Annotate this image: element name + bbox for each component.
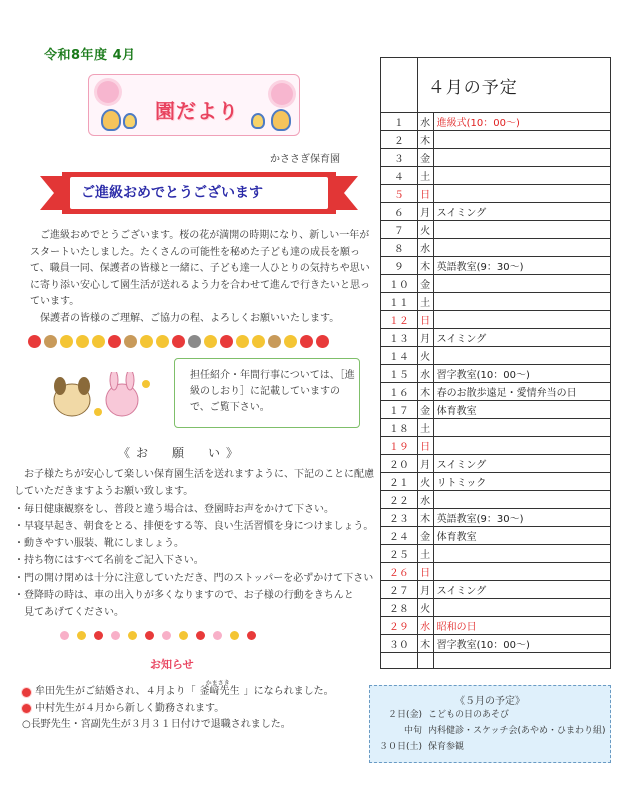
schedule-weekday: 火 <box>417 473 433 491</box>
schedule-day: ２ <box>381 131 418 149</box>
flower-icon <box>92 335 105 348</box>
schedule-day: ３ <box>381 149 418 167</box>
intro-paragraph: ご進級おめでとうございます。桜の花が満開の時期になり、新しい一年がスタートいたしました。たくさんの可能性を秘めた子ども達の成長を願って、職員一同、保護者の皆様と一緒に、子ども達一人ひとりの気持ちや思いに寄り添い安心して園生活が送れるよう力を合わせて進んで行きたいと思っています。 <box>30 230 370 307</box>
schedule-weekday: 金 <box>417 401 433 419</box>
schedule-event <box>433 167 610 185</box>
table-row <box>381 635 611 653</box>
animals-illustration <box>48 372 158 420</box>
schedule-day: １８ <box>381 419 418 437</box>
flower-icon <box>145 631 154 640</box>
schedule-day: １６ <box>381 383 418 401</box>
schedule-weekday: 土 <box>417 419 433 437</box>
note-text: 担任紹介・年間行事については、［進級のしおり］に記載していますので、ご覧下さい。 <box>190 370 355 413</box>
schedule-weekday: 土 <box>417 293 433 311</box>
table-row <box>381 527 611 545</box>
schedule-event: 進級式(10：00～) <box>433 113 610 131</box>
flower-icon <box>22 704 31 713</box>
requests-lead: お子様たちが安心して楽しい保育園生活を送れますように、下記のことに配慮していただきますようお願い致します。 <box>14 469 374 498</box>
schedule-weekday: 日 <box>417 311 433 329</box>
schedule-weekday: 日 <box>417 185 433 203</box>
schedule-event <box>433 131 610 149</box>
schedule-day: ４ <box>381 167 418 185</box>
schedule-weekday: 金 <box>417 149 433 167</box>
schedule-weekday: 土 <box>417 545 433 563</box>
table-row <box>381 473 611 491</box>
schedule-event <box>433 293 610 311</box>
table-row <box>381 221 611 239</box>
table-row <box>381 365 611 383</box>
table-row <box>381 383 611 401</box>
schedule-day: １０ <box>381 275 418 293</box>
schedule-event: 英語教室(9：30～) <box>433 257 610 275</box>
table-row <box>381 131 611 149</box>
schedule-event: スイミング <box>433 455 610 473</box>
schedule-day: ３０ <box>381 635 418 653</box>
schedule-title: ４月の予定 <box>417 58 610 113</box>
decorative-border <box>60 630 300 640</box>
child-icon <box>123 113 137 129</box>
table-row <box>381 149 611 167</box>
schedule-event <box>433 419 610 437</box>
school-name: かささぎ保育園 <box>270 154 340 165</box>
table-row <box>381 563 611 581</box>
schedule-day: ５ <box>381 185 418 203</box>
schedule-day: ２４ <box>381 527 418 545</box>
schedule-day: １３ <box>381 329 418 347</box>
table-row <box>381 203 611 221</box>
schedule-day: １９ <box>381 437 418 455</box>
flower-icon <box>284 335 297 348</box>
schedule-weekday: 月 <box>417 203 433 221</box>
may-title: 《５月の予定》 <box>455 696 525 707</box>
notice-item: ○長野先生・宮副先生が３月３１日付けで退職されました。 <box>22 719 291 730</box>
schedule-event: 英語教室(9：30～) <box>433 509 610 527</box>
section-title: 《お 願 い》 <box>118 446 245 460</box>
intro-paragraph: 保護者の皆様のご理解、ご協力の程、よろしくお願いいたします。 <box>40 312 340 324</box>
flower-icon <box>230 631 239 640</box>
flower-icon <box>140 335 153 348</box>
table-row <box>381 275 611 293</box>
schedule-day: １５ <box>381 365 418 383</box>
ribbon-label: ご進級おめでとうございます <box>81 185 263 201</box>
flower-icon <box>94 631 103 640</box>
teacher-name: かまさき 釜﨑先生 <box>200 684 240 701</box>
notices-list <box>22 680 372 734</box>
flower-icon <box>128 631 137 640</box>
schedule-weekday: 日 <box>417 437 433 455</box>
flower-icon <box>60 335 73 348</box>
intro-text <box>30 228 372 327</box>
table-row <box>381 455 611 473</box>
schedule-day: １１ <box>381 293 418 311</box>
ruby-reading: かまさき <box>205 680 230 687</box>
schedule-table <box>380 57 611 669</box>
schedule-weekday: 水 <box>417 617 433 635</box>
schedule-weekday: 月 <box>417 581 433 599</box>
schedule-day: １２ <box>381 311 418 329</box>
table-row <box>381 293 611 311</box>
list-item: ・門の開け閉めは十分に注意していただき、門のストッパーを必ずかけて下さい <box>14 572 374 584</box>
flower-icon <box>252 335 265 348</box>
schedule-header <box>381 58 611 113</box>
schedule-day: １ <box>381 113 418 131</box>
list-item: ２日(金) こどもの日のあそび <box>387 710 510 720</box>
schedule-event <box>433 545 610 563</box>
flower-icon <box>60 631 69 640</box>
flower-icon <box>220 335 233 348</box>
schedule-event <box>433 149 610 167</box>
flower-icon <box>316 335 329 348</box>
schedule-day: １７ <box>381 401 418 419</box>
flower-icon <box>271 83 293 105</box>
flower-icon <box>76 335 89 348</box>
flower-icon <box>236 335 249 348</box>
schedule-event: スイミング <box>433 581 610 599</box>
flower-icon <box>162 631 171 640</box>
table-row <box>381 599 611 617</box>
list-item: ・持ち物にはすべて名前をご記入下さい。 <box>14 555 204 567</box>
table-row <box>381 581 611 599</box>
schedule-weekday: 金 <box>417 275 433 293</box>
schedule-weekday: 火 <box>417 221 433 239</box>
schedule-weekday: 土 <box>417 167 433 185</box>
schedule-weekday: 木 <box>417 257 433 275</box>
flower-icon <box>196 631 205 640</box>
schedule-day: ２５ <box>381 545 418 563</box>
schedule-event: 習字教室(10：00～) <box>433 365 610 383</box>
table-row <box>381 185 611 203</box>
schedule-day: ２６ <box>381 563 418 581</box>
schedule-event <box>433 599 610 617</box>
list-item: ・毎日健康観察をし、普段と違う場合は、登園時お声をかけて下さい。 <box>14 503 334 515</box>
table-row <box>381 437 611 455</box>
notice-item: 中村先生が４月から新しく勤務されます。 <box>22 701 372 718</box>
animal-icon <box>268 335 281 348</box>
schedule-weekday: 日 <box>417 563 433 581</box>
flower-icon <box>300 335 313 348</box>
animal-icon <box>124 335 137 348</box>
requests-list <box>14 466 374 622</box>
flower-icon <box>77 631 86 640</box>
schedule-weekday: 木 <box>417 131 433 149</box>
list-item-continuation: 見てあげてください。 <box>24 607 124 619</box>
schedule-weekday: 月 <box>417 455 433 473</box>
schedule-weekday: 火 <box>417 347 433 365</box>
table-row <box>381 347 611 365</box>
table-row <box>381 257 611 275</box>
list-item: 中旬 内科健診・スケッチ会(あやめ・ひまわり組) <box>403 726 606 736</box>
schedule-weekday: 水 <box>417 491 433 509</box>
list-item: ・登降時の時は、車の出入りが多くなりますので、お子様の行動をきちんと <box>14 590 354 602</box>
schedule-day: ２７ <box>381 581 418 599</box>
flower-icon <box>111 631 120 640</box>
table-row <box>381 113 611 131</box>
schedule-weekday: 木 <box>417 383 433 401</box>
table-row <box>381 419 611 437</box>
notice-title: お知らせ <box>150 658 194 671</box>
schedule-day: ６ <box>381 203 418 221</box>
schedule-event <box>433 491 610 509</box>
schedule-weekday: 火 <box>417 599 433 617</box>
schedule-weekday: 木 <box>417 635 433 653</box>
flower-icon <box>247 631 256 640</box>
schedule-event: 体育教室 <box>433 401 610 419</box>
table-row <box>381 617 611 635</box>
schedule-event <box>433 221 610 239</box>
list-item: ・動きやすい服装、靴にしましょう。 <box>14 538 184 550</box>
schedule-event <box>433 563 610 581</box>
flower-icon <box>204 335 217 348</box>
schedule-event <box>433 437 610 455</box>
animal-icon <box>188 335 201 348</box>
schedule-weekday: 水 <box>417 365 433 383</box>
animal-icon <box>44 335 57 348</box>
list-item: ・早寝早起き、朝食をとる、排便をする等、良い生活習慣を身につけましょう。 <box>14 520 374 532</box>
child-icon <box>101 109 121 131</box>
schedule-weekday: 月 <box>417 329 433 347</box>
flower-icon <box>213 631 222 640</box>
schedule-day: ８ <box>381 239 418 257</box>
date-heading: 令和8年度 4月 <box>44 48 136 63</box>
schedule-event <box>433 347 610 365</box>
schedule-day: ７ <box>381 221 418 239</box>
child-icon <box>251 113 265 129</box>
schedule-day: ２２ <box>381 491 418 509</box>
schedule-weekday: 水 <box>417 113 433 131</box>
schedule-event: リトミック <box>433 473 610 491</box>
table-row <box>381 545 611 563</box>
may-schedule-box <box>369 685 611 763</box>
schedule-event: スイミング <box>433 329 610 347</box>
table-row <box>381 401 611 419</box>
schedule-event: 昭和の日 <box>433 617 610 635</box>
flower-icon <box>108 335 121 348</box>
table-row <box>381 167 611 185</box>
schedule-event: 春のお散歩遠足・愛情弁当の日 <box>433 383 610 401</box>
schedule-day: ９ <box>381 257 418 275</box>
table-row <box>381 311 611 329</box>
schedule-weekday: 金 <box>417 527 433 545</box>
table-row <box>381 653 611 669</box>
table-row <box>381 239 611 257</box>
title-banner <box>88 74 300 136</box>
schedule-event <box>433 185 610 203</box>
table-row <box>381 509 611 527</box>
schedule-event: 習字教室(10：00～) <box>433 635 610 653</box>
schedule-event <box>433 239 610 257</box>
schedule-event: スイミング <box>433 203 610 221</box>
flower-icon <box>97 81 119 103</box>
list-item: ３０日(土) 保育参観 <box>378 742 465 752</box>
schedule-day: ２０ <box>381 455 418 473</box>
schedule-day: ２９ <box>381 617 418 635</box>
schedule-weekday: 水 <box>417 239 433 257</box>
schedule-event <box>433 275 610 293</box>
schedule-day: ２３ <box>381 509 418 527</box>
flower-icon <box>172 335 185 348</box>
flower-icon <box>22 688 31 697</box>
table-row <box>381 329 611 347</box>
flower-icon <box>179 631 188 640</box>
decorative-border <box>28 333 338 349</box>
schedule-weekday: 木 <box>417 509 433 527</box>
flower-icon <box>28 335 41 348</box>
page-title: 園だより <box>155 99 239 123</box>
notice-item: 牟田先生がご結婚され、４月より「 かまさき 釜﨑先生 」になられました。 <box>22 684 372 701</box>
schedule-event: 体育教室 <box>433 527 610 545</box>
schedule-day: ２８ <box>381 599 418 617</box>
flower-icon <box>156 335 169 348</box>
schedule-day: １４ <box>381 347 418 365</box>
child-icon <box>271 109 291 131</box>
schedule-event <box>433 311 610 329</box>
table-row <box>381 491 611 509</box>
schedule-day: ２１ <box>381 473 418 491</box>
